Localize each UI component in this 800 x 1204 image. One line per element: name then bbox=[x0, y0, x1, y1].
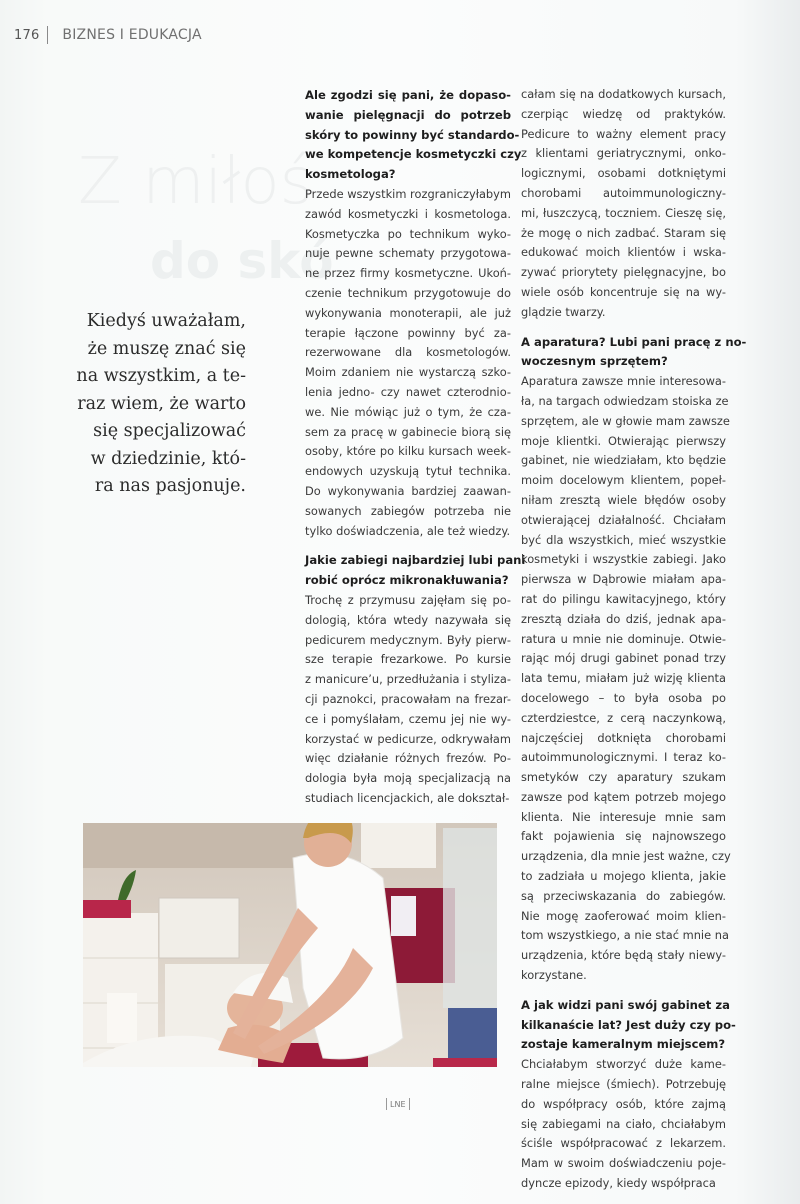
text-line: ralne miejsce (śmiech). Potrzebuję bbox=[521, 1077, 726, 1092]
text-line: Przede wszystkim rozgraniczyłabym bbox=[305, 186, 511, 201]
text-line: korzystać w pedicurze, odkrywałam bbox=[305, 731, 511, 746]
photo-bottles bbox=[107, 993, 137, 1043]
text-line: endowych uzyskują tytuł technika. bbox=[305, 464, 511, 479]
pull-quote-line: że muszę znać się bbox=[87, 338, 246, 359]
text-line: woczesnym sprzętem? bbox=[521, 354, 668, 369]
text-line: urządzenia, które będą stały niewy- bbox=[521, 948, 726, 963]
text-line: się zabiegami na ciało, chciałabym bbox=[521, 1116, 726, 1131]
photo-glass-cabinet bbox=[443, 828, 497, 1008]
text-line: urządzenia, dla mnie jest ważne, czy bbox=[521, 849, 731, 864]
question-heading bbox=[305, 86, 522, 185]
text-line: zawód kosmetyczki i kosmetologa. bbox=[305, 206, 511, 221]
text-line: rat do pilingu kawitacyjnego, który bbox=[521, 591, 726, 606]
qa-block bbox=[521, 996, 736, 1194]
answer-paragraph bbox=[305, 185, 511, 541]
text-line: Nie mogę zaoferować moim klien- bbox=[521, 908, 726, 923]
text-line: sprzętem, ale w głowie mam zawsze bbox=[521, 413, 730, 428]
text-line: smetyków czy aparatury szukam bbox=[521, 770, 726, 785]
text-line: otwierającej działalność. Chciałam bbox=[521, 512, 726, 527]
text-line: chorobami autoimmunologiczny- bbox=[521, 185, 726, 200]
qa-block bbox=[305, 86, 522, 541]
footer-divider bbox=[386, 1098, 387, 1110]
text-line: cji paznokci, pracowałam na frezar- bbox=[305, 691, 511, 706]
text-line: autoimmunologicznymi. I teraz ko- bbox=[521, 750, 726, 765]
text-line: ce i pomyślałam, czemu jej nie wy- bbox=[305, 711, 511, 726]
bleed-through-title: Z miłoś bbox=[78, 145, 313, 219]
text-line: zresztą działa do dziś, jednak apa- bbox=[521, 611, 726, 626]
text-line: kosmetologa? bbox=[305, 167, 396, 182]
qa-block bbox=[305, 551, 526, 808]
text-line: Ale zgodzi się pani, że dopaso- bbox=[305, 88, 511, 102]
text-line: moje klientki. Otwierając pierwszy bbox=[521, 433, 726, 448]
text-line: skóry to powinny być standardo- bbox=[305, 127, 520, 142]
text-line: moim docelowym klientem, popeł- bbox=[521, 473, 726, 488]
text-line: zawsze pod kątem potrzeb mojego bbox=[521, 789, 726, 804]
text-line: docelowego – to była osoba po bbox=[521, 690, 726, 705]
text-line: wiele osób koncentruje się na wy- bbox=[521, 284, 726, 299]
text-line: ściśle współpracować z lekarzem. bbox=[521, 1136, 726, 1151]
text-line: ła, na targach odwiedzam stoiska ze bbox=[521, 393, 729, 408]
section-title: BIZNES I EDUKACJA bbox=[62, 27, 202, 43]
text-line: rezerwowane dla kosmetologów. bbox=[305, 345, 511, 360]
text-line: ratura u mnie nie dominuje. Otwie- bbox=[521, 631, 726, 646]
answer-paragraph bbox=[521, 85, 726, 323]
text-line: pierwsza w Dąbrowie miałam apa- bbox=[521, 572, 726, 587]
text-line: tom wszystkiego, a nie stać mnie na bbox=[521, 928, 729, 943]
text-line: Aparatura zawsze mnie interesowa- bbox=[521, 374, 726, 389]
running-header bbox=[14, 26, 202, 44]
text-line: czenie technikum przygotowuje do bbox=[305, 285, 511, 300]
text-line: do współpracy osób, które zajmą bbox=[521, 1096, 726, 1111]
text-line: klienta. Nie interesuje mnie sam bbox=[521, 809, 726, 824]
text-line: rając mój drugi gabinet ponad trzy bbox=[521, 651, 726, 666]
pull-quote-line: w dziedzinie, któ- bbox=[90, 448, 246, 469]
text-line: wykonywania monoterapii, ale już bbox=[305, 305, 511, 320]
text-line: terapie łączone powinny być za- bbox=[305, 325, 511, 340]
text-line: ne przez firmy kosmetyczne. Ukoń- bbox=[305, 266, 511, 281]
text-line: czerpiąc wiedzę od praktyków. bbox=[521, 106, 726, 121]
photo-flowers bbox=[83, 900, 131, 918]
pull-quote-line: się specjalizować bbox=[93, 421, 246, 441]
text-line: lenia jedno- czy nawet czterodnio- bbox=[305, 384, 511, 399]
text-line: logicznymi, osobami dotkniętymi bbox=[521, 166, 726, 181]
beautician-treatment-photo bbox=[83, 823, 497, 1067]
text-line: dologią, która wtedy nazywała się bbox=[305, 612, 511, 627]
question-heading bbox=[305, 551, 526, 591]
article-photo bbox=[83, 823, 497, 1067]
question-heading bbox=[521, 996, 736, 1055]
text-line: Mam w swoim doświadczeniu poje- bbox=[521, 1156, 726, 1171]
text-line: we. Nie mówiąc już o tym, że cza- bbox=[305, 404, 511, 419]
text-line: korzystane. bbox=[521, 968, 587, 983]
text-line: całam się na dodatkowych kursach, bbox=[521, 87, 726, 101]
pull-quote-line: Kiedyś uważałam, bbox=[86, 311, 246, 331]
text-line: nuje pewne schematy przygotowa- bbox=[305, 246, 511, 261]
text-line: Do wykonywania bardziej zaawan- bbox=[305, 483, 511, 498]
article-column-2 bbox=[521, 85, 747, 1204]
text-line: to zadziała u mojego klienta, jakie bbox=[521, 869, 726, 884]
text-line: najczęściej dotknięta chorobami bbox=[521, 730, 726, 745]
pull-quote-line: ra nas pasjonuje. bbox=[94, 476, 246, 496]
pull-quote-line: raz wiem, że warto bbox=[77, 393, 246, 414]
page-number: 176 bbox=[14, 27, 40, 43]
photo-wall-cupboard bbox=[361, 823, 436, 868]
text-line: tylko doświadczenia, ale też wiedzy. bbox=[305, 523, 511, 538]
text-line: sem za pracę w gabinecie biorą się bbox=[305, 424, 511, 439]
header-divider bbox=[47, 26, 48, 44]
text-line: osoby, które po kilku kursach week- bbox=[305, 444, 511, 459]
answer-paragraph bbox=[521, 372, 731, 986]
text-line: dyncze epizody, kiedy współpraca bbox=[521, 1176, 716, 1191]
answer-continuation bbox=[521, 85, 726, 323]
text-line: robić oprócz mikronakłuwania? bbox=[305, 573, 509, 588]
photo-red-box bbox=[433, 1058, 497, 1067]
text-line: wanie pielęgnacji do potrzeb bbox=[305, 107, 511, 122]
footer-mark: LNE bbox=[390, 1099, 406, 1109]
article-column-1 bbox=[305, 86, 526, 819]
text-line: zywać priorytety pielęgnacyjne, bo bbox=[521, 265, 726, 280]
text-line: Trochę z przymusu zajęłam się po- bbox=[305, 592, 511, 607]
pull-quote bbox=[40, 308, 246, 501]
text-line: zostaje kameralnym miejscem? bbox=[521, 1037, 726, 1052]
text-line: A aparatura? Lubi pani pracę z no- bbox=[521, 334, 747, 349]
text-line: studiach licencjackich, ale dokształ- bbox=[305, 790, 510, 805]
text-line: edukować moich klientów i wska- bbox=[521, 245, 726, 260]
text-line: Moim zdaniem nie wystarczą szko- bbox=[305, 365, 511, 380]
text-line: Chciałabym stworzyć duże kame- bbox=[521, 1057, 726, 1072]
text-line: więc działanie różnych frezów. Po- bbox=[305, 751, 511, 766]
footer-divider bbox=[409, 1098, 410, 1110]
text-line: są przeciwskazania do zabiegów. bbox=[521, 888, 726, 903]
text-line: że mogę o nich zadbać. Staram się bbox=[521, 225, 726, 240]
question-heading bbox=[521, 333, 747, 373]
text-line: pedicurem medycznym. Były pierw- bbox=[305, 632, 511, 647]
text-line: kilkanaście lat? Jest duży czy po- bbox=[521, 1017, 736, 1032]
text-line: lata temu, miałam już wizję klienta bbox=[521, 671, 726, 686]
text-line: gabinet, nie wiedziałam, kto będzie bbox=[521, 453, 726, 468]
text-line: Kosmetyczka po technikum wyko- bbox=[305, 226, 511, 241]
bleed-through-subtitle: do skó bbox=[150, 232, 334, 290]
text-line: glądzie twarzy. bbox=[521, 304, 606, 319]
text-line: być dla wszystkich, mieć wszystkie bbox=[521, 532, 726, 547]
photo-boxes bbox=[448, 1008, 497, 1058]
answer-paragraph bbox=[305, 591, 511, 809]
text-line: czterdziestce, z cerą naczynkową, bbox=[521, 710, 726, 725]
text-line: fakt pojawienia się najnowszego bbox=[521, 829, 726, 844]
text-line: z klientami geriatrycznymi, onko- bbox=[521, 146, 726, 161]
answer-paragraph bbox=[521, 1055, 726, 1194]
text-line: sowanych zabiegów potrzeba nie bbox=[305, 503, 511, 518]
qa-block bbox=[521, 333, 747, 986]
text-line: A jak widzi pani swój gabinet za bbox=[521, 997, 730, 1012]
text-line: we kompetencje kosmetyczki czy bbox=[305, 147, 522, 162]
text-line: kosmetyki i wszystkie zabiegi. Jako bbox=[521, 552, 726, 567]
photo-wall-notice bbox=[391, 896, 416, 936]
photo-autoclave bbox=[159, 898, 239, 958]
text-line: z manicure’u, przedłużania i styliza- bbox=[305, 672, 511, 687]
text-line: Pedicure to ważny element pracy bbox=[521, 126, 726, 141]
text-line: niłam zresztą wiele błędów osoby bbox=[521, 492, 726, 507]
pull-quote-line: na wszystkim, a te- bbox=[76, 366, 246, 386]
text-line: sze terapie frezarkowe. Po kursie bbox=[305, 652, 511, 667]
text-line: mi, łuszczycą, toczniem. Cieszę się, bbox=[521, 205, 726, 220]
text-line: Jakie zabiegi najbardziej lubi pani bbox=[305, 553, 526, 568]
text-line: dologia była moją specjalizacją na bbox=[305, 771, 511, 786]
page-footer bbox=[383, 1098, 413, 1110]
